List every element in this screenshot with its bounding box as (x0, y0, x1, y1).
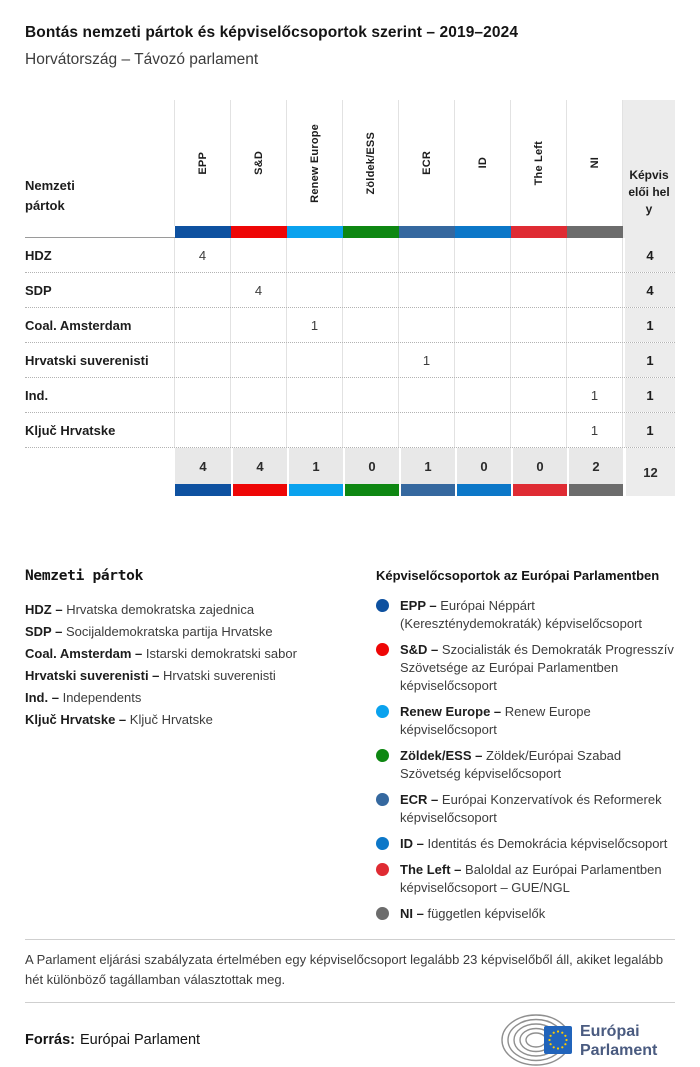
column-header-left: The Left (511, 100, 567, 226)
legend-item: Hrvatski suverenisti – Hrvatski suverenisti (25, 668, 276, 683)
cell (175, 413, 231, 447)
cell (287, 238, 343, 272)
cell (511, 343, 567, 377)
logo-wordmark-line2: Parlament (580, 1042, 658, 1059)
cell: 1 (399, 343, 455, 377)
column-header-greens: Zöldek/ESS (343, 100, 399, 226)
epp-color-dot (376, 599, 389, 612)
cell (567, 238, 623, 272)
table-row (25, 238, 675, 273)
eu-flag-icon (544, 1026, 572, 1054)
left-total-bar (511, 484, 567, 496)
cell (455, 413, 511, 447)
cell: 1 (567, 378, 623, 412)
party-label: Hrvatski suverenisti (25, 343, 175, 377)
cell (175, 343, 231, 377)
cell (231, 343, 287, 377)
cell (231, 378, 287, 412)
totals-label-spacer (25, 448, 175, 496)
cell (511, 238, 567, 272)
cell (455, 273, 511, 307)
table-row (25, 343, 675, 378)
table-row (25, 273, 675, 308)
cell (567, 343, 623, 377)
left-color-bar (511, 226, 567, 238)
cell (343, 343, 399, 377)
cell (567, 308, 623, 342)
european-parliament-logo (499, 1013, 675, 1067)
ecr-color-bar (399, 226, 455, 238)
total-id: 0 (455, 448, 511, 484)
ni-total-bar (567, 484, 623, 496)
cell (399, 238, 455, 272)
total-left: 0 (511, 448, 567, 484)
legend-item: Coal. Amsterdam – Istarski demokratski sabor (25, 646, 297, 661)
cell (511, 378, 567, 412)
party-label: SDP (25, 273, 175, 307)
cell (175, 273, 231, 307)
legend-item: The Left – Baloldal az Európai Parlamentben képviselőcsoport – GUE/NGL (376, 861, 675, 897)
total-seats: 12 (623, 448, 675, 496)
total-ni: 2 (567, 448, 623, 484)
greens-color-bar (343, 226, 399, 238)
party-label: HDZ (25, 238, 175, 272)
cell (343, 413, 399, 447)
cell (399, 413, 455, 447)
column-header-sd: S&D (231, 100, 287, 226)
cell (455, 238, 511, 272)
legend-item: Renew Europe – Renew Europe képviselőcsoport (376, 703, 675, 739)
seats-column-filler (623, 226, 675, 238)
column-header-renew: Renew Europe (287, 100, 343, 226)
cell (287, 413, 343, 447)
cell (455, 308, 511, 342)
legend-item: HDZ – Hrvatska demokratska zajednica (25, 602, 255, 617)
ni-color-bar (567, 226, 623, 238)
column-header-ecr: ECR (399, 100, 455, 226)
legend-item: Ind. – Independents (25, 690, 142, 705)
total-greens: 0 (343, 448, 399, 484)
epp-total-bar (175, 484, 231, 496)
seats-cell: 4 (623, 238, 675, 272)
cell (287, 273, 343, 307)
source-text (25, 1032, 200, 1048)
header-underline (25, 226, 175, 238)
total-renew: 1 (287, 448, 343, 484)
left-color-dot (376, 863, 389, 876)
political-groups-legend (376, 568, 675, 931)
sd-total-bar (231, 484, 287, 496)
legend-item: SDP – Socijaldemokratska partija Hrvatske (25, 624, 273, 639)
footnote: A Parlament eljárási szabályzata értelmében egy képviselőcsoport legalább 23 képviselőből áll, akiket legalább hét különböző tagállamban választottak meg. (25, 952, 664, 987)
id-color-bar (455, 226, 511, 238)
cell (511, 273, 567, 307)
logo-wordmark-line1: Európai (580, 1023, 640, 1040)
national-parties-legend (25, 568, 376, 931)
total-sd: 4 (231, 448, 287, 484)
party-label: Ključ Hrvatske (25, 413, 175, 447)
column-header-ni: NI (567, 100, 623, 226)
greens-color-dot (376, 749, 389, 762)
footer (25, 1013, 675, 1067)
seats-cell: 1 (623, 343, 675, 377)
totals-row (25, 448, 675, 496)
renew-color-bar (287, 226, 343, 238)
divider (25, 1002, 675, 1003)
corner-header (25, 100, 175, 226)
cell (343, 238, 399, 272)
cell (399, 378, 455, 412)
legends (25, 568, 675, 931)
cell (287, 343, 343, 377)
cell (343, 308, 399, 342)
seats-table (25, 100, 675, 496)
cell (343, 273, 399, 307)
column-header-id: ID (455, 100, 511, 226)
group-color-bar-row (25, 226, 675, 238)
party-label: Ind. (25, 378, 175, 412)
table-row (25, 308, 675, 343)
column-header-epp: EPP (175, 100, 231, 226)
cell (231, 238, 287, 272)
legend-item: NI – független képviselők (376, 905, 675, 923)
cell (455, 378, 511, 412)
ecr-color-dot (376, 793, 389, 806)
cell (287, 378, 343, 412)
national-parties-legend-title: Nemzeti pártok (25, 568, 144, 584)
cell: 4 (231, 273, 287, 307)
corner-header-line2: pártok (25, 198, 65, 213)
epp-color-bar (175, 226, 231, 238)
source-value: Európai Parlament (79, 1032, 201, 1048)
total-epp: 4 (175, 448, 231, 484)
table-row (25, 413, 675, 448)
legend-item: EPP – Európai Néppárt (Kereszténydemokraták) képviselőcsoport (376, 597, 675, 633)
cell (455, 343, 511, 377)
cell (343, 378, 399, 412)
table-header-row (25, 100, 675, 226)
legend-item: Ključ Hrvatske – Ključ Hrvatske (25, 712, 213, 727)
id-total-bar (455, 484, 511, 496)
renew-total-bar (287, 484, 343, 496)
cell (175, 308, 231, 342)
seats-cell: 1 (623, 308, 675, 342)
column-header-seats: Képviselői hely (623, 100, 675, 226)
party-label: Coal. Amsterdam (25, 308, 175, 342)
seats-cell: 4 (623, 273, 675, 307)
total-ecr: 1 (399, 448, 455, 484)
legend-item: Zöldek/ESS – Zöldek/Európai Szabad Szövetség képviselőcsoport (376, 747, 675, 783)
sd-color-bar (231, 226, 287, 238)
cell (231, 413, 287, 447)
ni-color-dot (376, 907, 389, 920)
table-row (25, 378, 675, 413)
page-title: Bontás nemzeti pártok és képviselőcsoportok szerint – 2019–2024 (25, 24, 519, 41)
greens-total-bar (343, 484, 399, 496)
page-subtitle: Horvátország – Távozó parlament (25, 51, 259, 68)
corner-header-line1: Nemzeti (25, 178, 75, 193)
cell (567, 273, 623, 307)
legend-item: ECR – Európai Konzervatívok és Reformerek képviselőcsoport (376, 791, 675, 827)
ecr-total-bar (399, 484, 455, 496)
cell (399, 308, 455, 342)
cell (511, 413, 567, 447)
cell: 4 (175, 238, 231, 272)
seats-cell: 1 (623, 378, 675, 412)
sd-color-dot (376, 643, 389, 656)
id-color-dot (376, 837, 389, 850)
cell: 1 (287, 308, 343, 342)
cell (511, 308, 567, 342)
cell: 1 (567, 413, 623, 447)
seats-cell: 1 (623, 413, 675, 447)
cell (399, 273, 455, 307)
source-label: Forrás: (25, 1032, 75, 1048)
legend-item: ID – Identitás és Demokrácia képviselőcsoport (376, 835, 675, 853)
renew-color-dot (376, 705, 389, 718)
cell (231, 308, 287, 342)
cell (175, 378, 231, 412)
political-groups-legend-title: Képviselőcsoportok az Európai Parlamentben (376, 568, 660, 583)
legend-item: S&D – Szocialisták és Demokraták Progresszív Szövetsége az Európai Parlamentben képviselőcsoport (376, 641, 675, 695)
